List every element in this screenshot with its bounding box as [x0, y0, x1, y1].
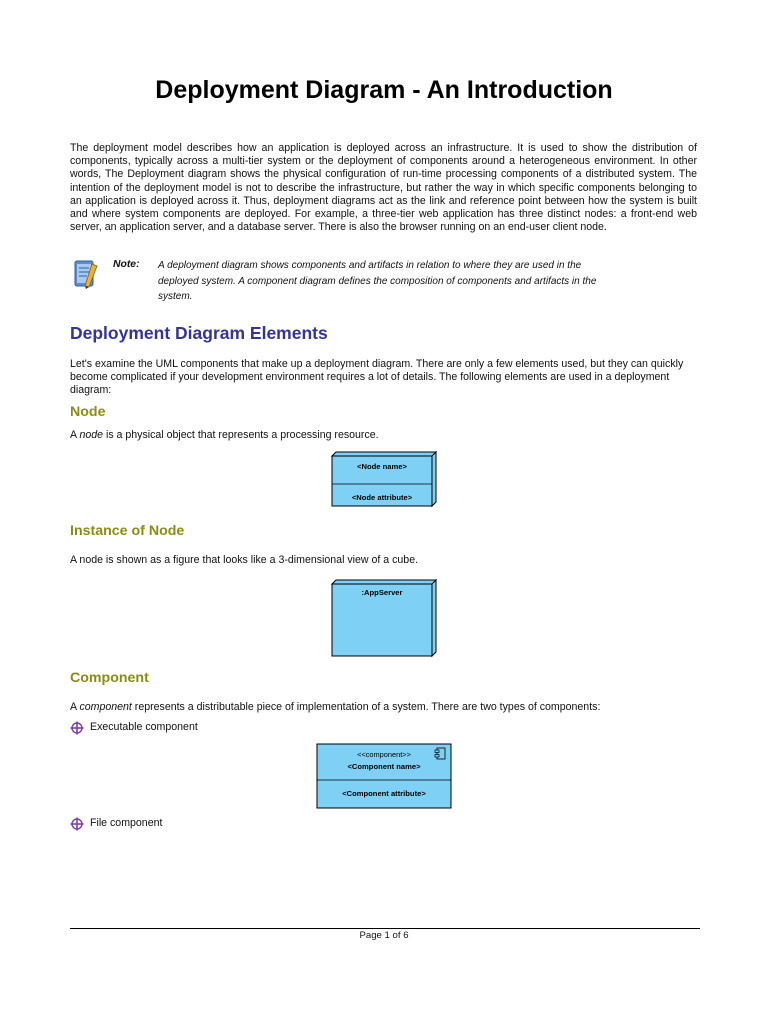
bullet-icon — [70, 721, 84, 735]
node-name-label: <Node name> — [357, 462, 407, 471]
node-attribute-label: <Node attribute> — [351, 493, 413, 502]
instance-heading: Instance of Node — [70, 523, 185, 539]
component-name-label: <Component name> — [347, 762, 421, 771]
note-label: Note: — [113, 259, 140, 270]
bullet-executable-component: Executable component — [90, 721, 198, 733]
section-heading: Deployment Diagram Elements — [70, 323, 328, 343]
component-stereotype-label: <<component>> — [357, 750, 411, 759]
node-diagram — [330, 450, 440, 510]
instance-diagram — [330, 578, 440, 660]
component-description: A component represents a distributable piece of implementation of a system. There are two types of components: — [70, 701, 601, 713]
component-diagram — [315, 742, 455, 812]
component-heading: Component — [70, 670, 149, 686]
footer-divider — [70, 928, 700, 929]
component-attribute-label: <Component attribute> — [342, 789, 426, 798]
page-number: Page 1 of 6 — [359, 930, 409, 941]
bullet-icon — [70, 817, 84, 831]
intro-paragraph: The deployment model describes how an application is deployed across an infrastructure. It is used to show the distribution of components, typically across a multi-tier system or the deployment of components around a heterogeneous environment. In other words, The Deployment diagram shows the physical configuration of run-time processing components of a distributed system. The intention of the deployment model is not to describe the infrastructure, but rather the way in which specific components belonging to an application is deployed across it. Thus, deployment diagrams act as the link and reference point between how the system is built and where system components are deployed. For example, a three-tier web application has three distinct nodes: a front-end web server, an application server, and a database server. There is also the browser running on an end-user client node. — [70, 142, 697, 234]
section-intro: Let's examine the UML components that make up a deployment diagram. There are only a few elements used, but they can quickly become complicated if your development environment requires a lot of details. The following elements are used in a deployment diagram: — [70, 358, 684, 397]
instance-name-label: :AppServer — [361, 588, 403, 597]
node-heading: Node — [70, 404, 106, 420]
instance-description: A node is shown as a figure that looks like a 3-dimensional view of a cube. — [70, 554, 419, 566]
node-description: A node is a physical object that represents a processing resource. — [70, 429, 379, 441]
notepad-icon — [72, 258, 100, 290]
note-text: A deployment diagram shows components and artifacts in relation to where they are used in the deployed system. A component diagram defines the composition of components and artifacts in the system. — [158, 260, 597, 302]
bullet-file-component: File component — [90, 817, 163, 829]
page-title: Deployment Diagram - An Introduction — [155, 76, 613, 104]
